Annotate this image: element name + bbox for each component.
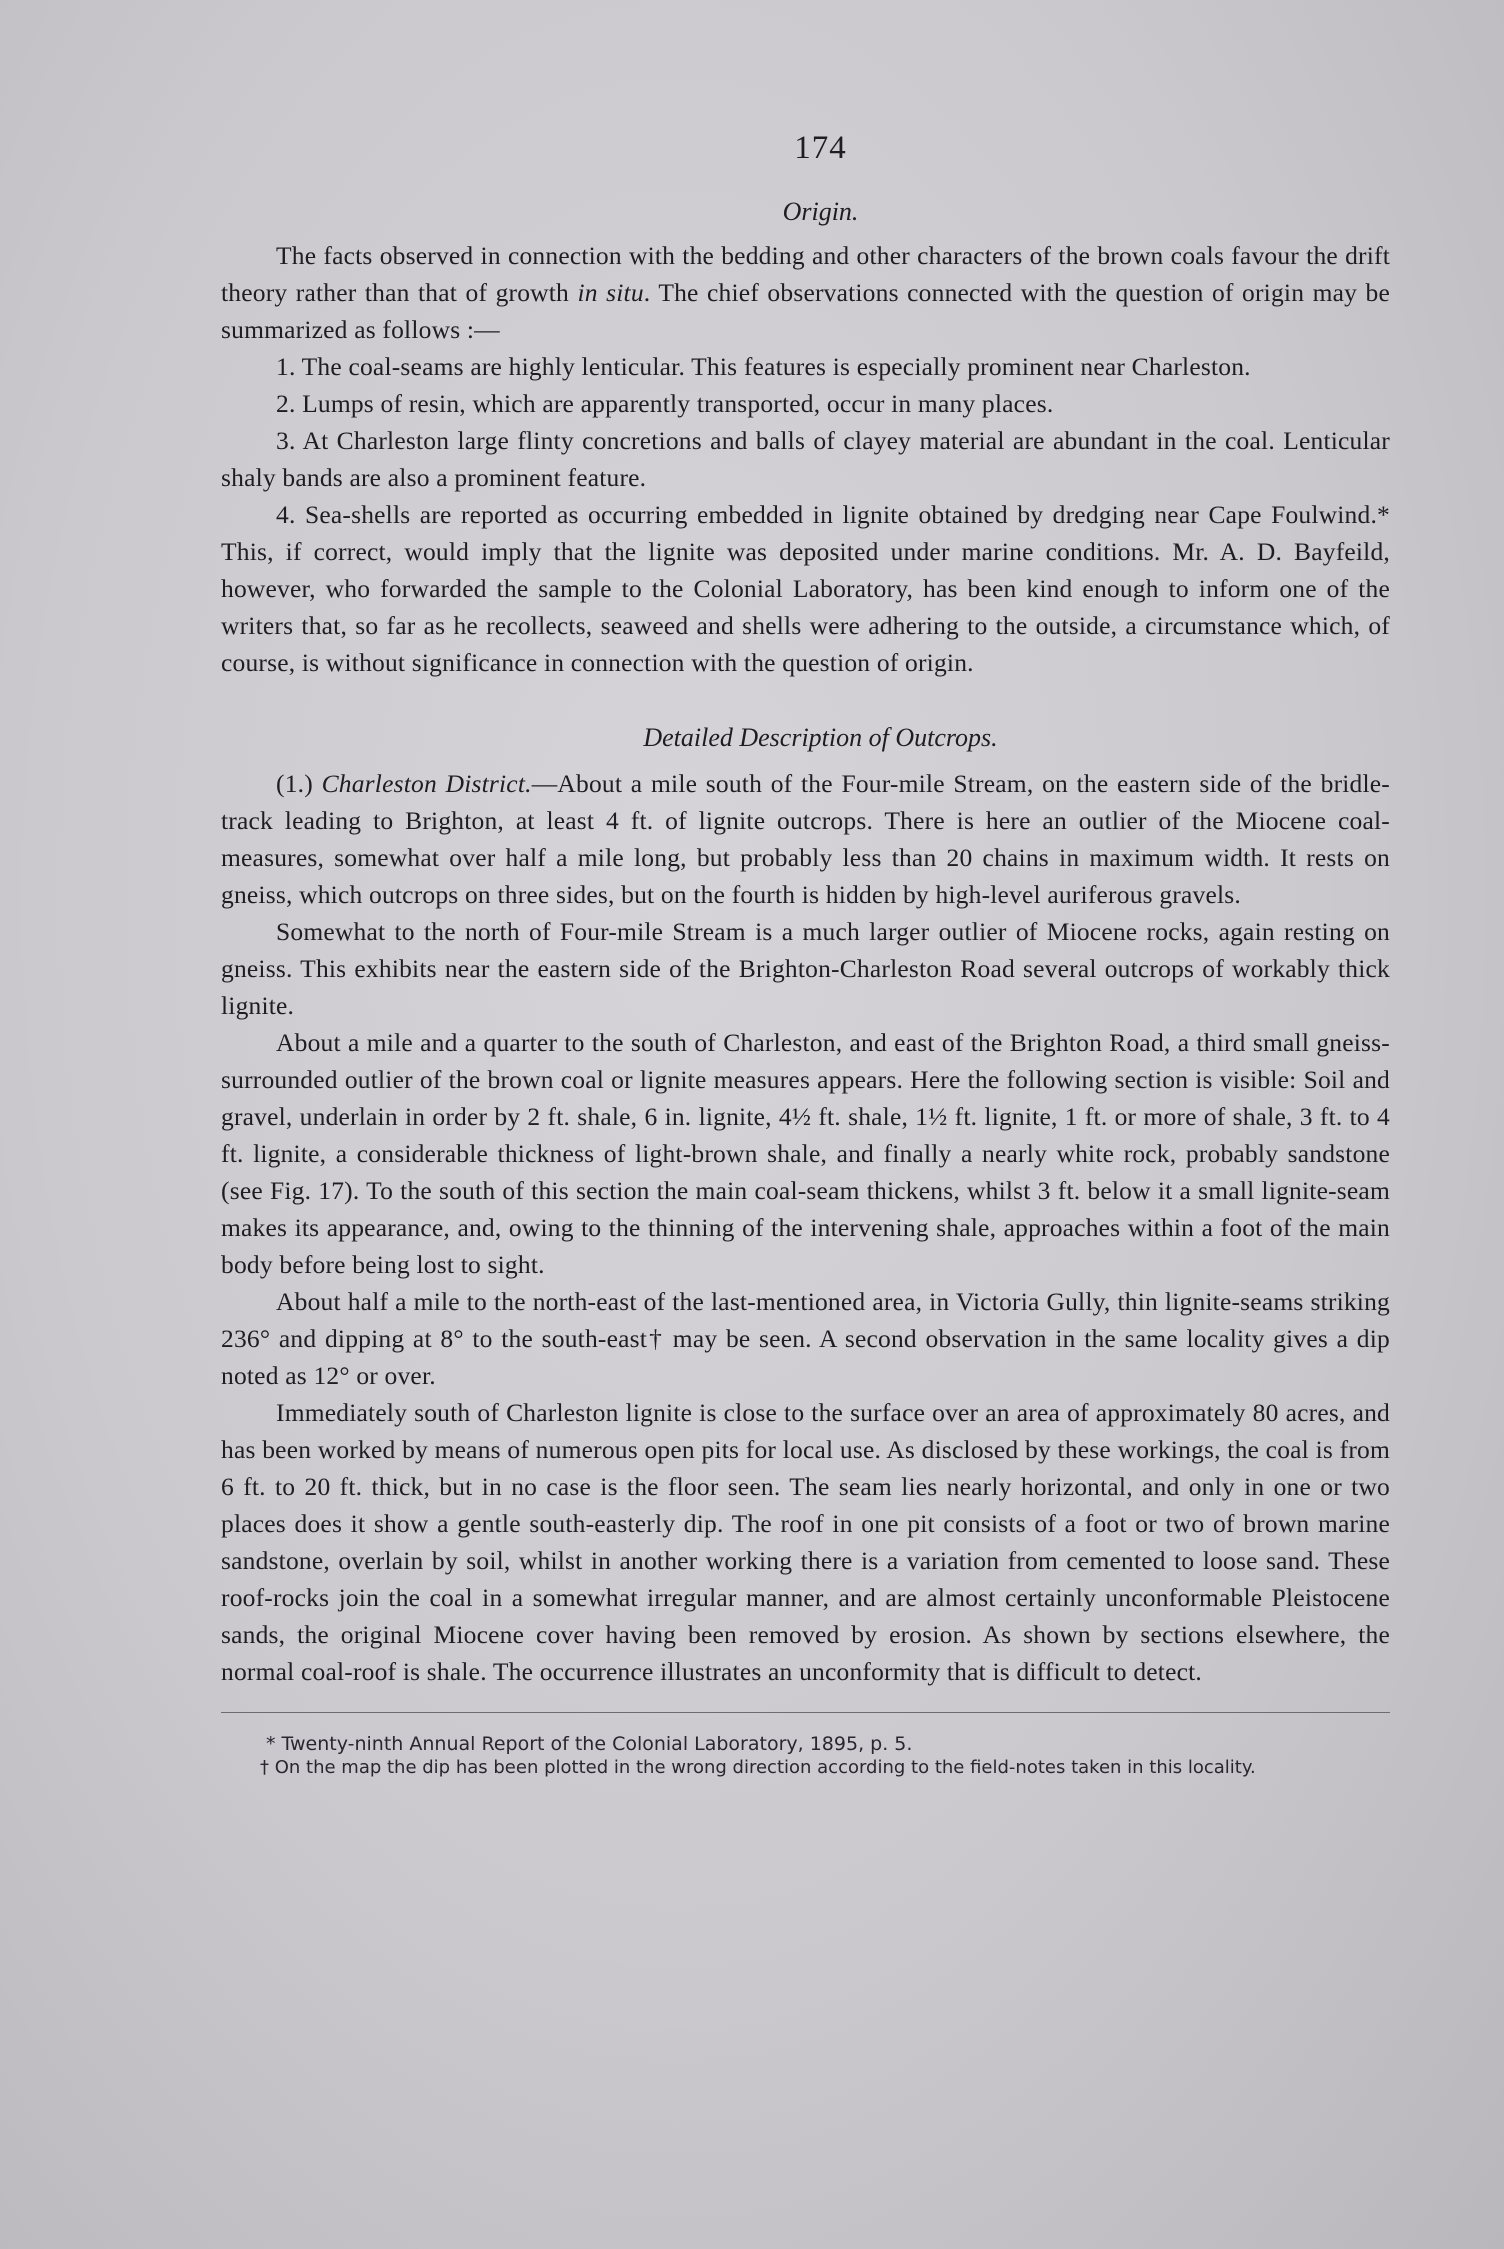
section-heading-origin: Origin.	[782, 197, 859, 226]
page-number: 174	[794, 130, 847, 166]
paragraph: About a mile and a quarter to the south of Charleston, and east of the Brighton Road, a third small gneiss-surrounded outlier of the brown coal or lignite measures appears. Here the following section is visible: Soil and gravel, underlain in order by 2 ft. shale, 6 in. lignite, 4½ ft. shale, 1½ ft. lignite, 1 ft. or more of shale, 3 ft. to 4 ft. lignite, a considerable thickness of light-brown shale, and finally a nearly white rock, probably sandstone (see Fig. 17). To the south of this section the main coal-seam thickens, whilst 3 ft. below it a small lignite-seam makes its appearance, and, owing to the thinning of the intervening shale, approaches within a foot of the main body before being lost to sight.	[221, 1028, 1390, 1279]
italic-term: in situ	[577, 278, 644, 307]
section-heading-detailed-description: Detailed Description of Outcrops.	[643, 723, 998, 752]
paragraph-text: The facts observed in connection with the bedding and other characters of the brown coals favour the drift theory rather than that of growth	[221, 241, 1390, 307]
subsection-number: (1.)	[276, 769, 322, 798]
paragraph: Immediately south of Charleston lignite is close to the surface over an area of approximately 80 acres, and has been worked by means of numerous open pits for local use. As disclosed by these workings, the coal is from 6 ft. to 20 ft. thick, but in no case is the floor seen. The seam lies nearly horizontal, and only in one or two places does it show a gentle south-easterly dip. The roof in one pit consists of a foot or two of brown marine sandstone, overlain by soil, whilst in another working there is a variation from cemented to loose sand. These roof-rocks join the coal in a somewhat irregular manner, and are almost certainly unconformable Pleistocene sands, the original Miocene cover having been removed by erosion. As shown by sections elsewhere, the normal coal-roof is shale. The occurrence illustrates an unconformity that is difficult to detect.	[221, 1398, 1390, 1686]
paragraph: Somewhat to the north of Four-mile Stream is a much larger outlier of Miocene rocks, again resting on gneiss. This exhibits near the eastern side of the Brighton-Charleston Road several outcrops of workably thick lignite.	[221, 917, 1390, 1020]
list-item: 3. At Charleston large flinty concretions and balls of clayey material are abundant in the coal. Lenticular shaly bands are also a prominent feature.	[221, 426, 1390, 492]
paragraph: About half a mile to the north-east of the last-mentioned area, in Victoria Gully, thin lignite-seams striking 236° and dipping at 8° to the south-east† may be seen. A second observation in the same locality gives a dip noted as 12° or over.	[221, 1287, 1390, 1390]
paragraph	[221, 765, 1390, 913]
list-item: 1. The coal-seams are highly lenticular. This features is especially prominent near Charleston.	[276, 352, 1251, 381]
document-page	[221, 130, 1390, 1779]
list-item: 2. Lumps of resin, which are apparently transported, occur in many places.	[276, 389, 1054, 418]
paragraph-text: —About a mile south of the Four-mile Stream, on the eastern side of the bridle-track leading to Brighton, at least 4 ft. of lignite outcrops. There is here an outlier of the Miocene coal-measures, somewhat over half a mile long, but probably less than 20 chains in maximum width. It rests on gneiss, which outcrops on three sides, but on the fourth is hidden by high-level auriferous gravels.	[221, 769, 1390, 909]
footnotes	[221, 1733, 1390, 1779]
subsection-title: Charleston District.	[321, 769, 532, 798]
footnote: * Twenty-ninth Annual Report of the Colonial Laboratory, 1895, p. 5.	[266, 1733, 913, 1755]
list-item: 4. Sea-shells are reported as occurring embedded in lignite obtained by dredging near Cape Foulwind.* This, if correct, would imply that the lignite was deposited under marine conditions. Mr. A. D. Bayfeild, however, who forwarded the sample to the Colonial Laboratory, has been kind enough to inform one of the writers that, so far as he recollects, seaweed and shells were adhering to the outside, a circumstance which, of course, is without significance in connection with the question of origin.	[221, 500, 1390, 677]
paragraph-text: . The chief observations connected with the question of origin may be summarized as follows :—	[221, 278, 1390, 344]
footnote-divider	[221, 1712, 1390, 1713]
paragraph	[221, 237, 1390, 348]
footnote: † On the map the dip has been plotted in the wrong direction according to the field-notes taken in this locality.	[260, 1757, 1256, 1778]
